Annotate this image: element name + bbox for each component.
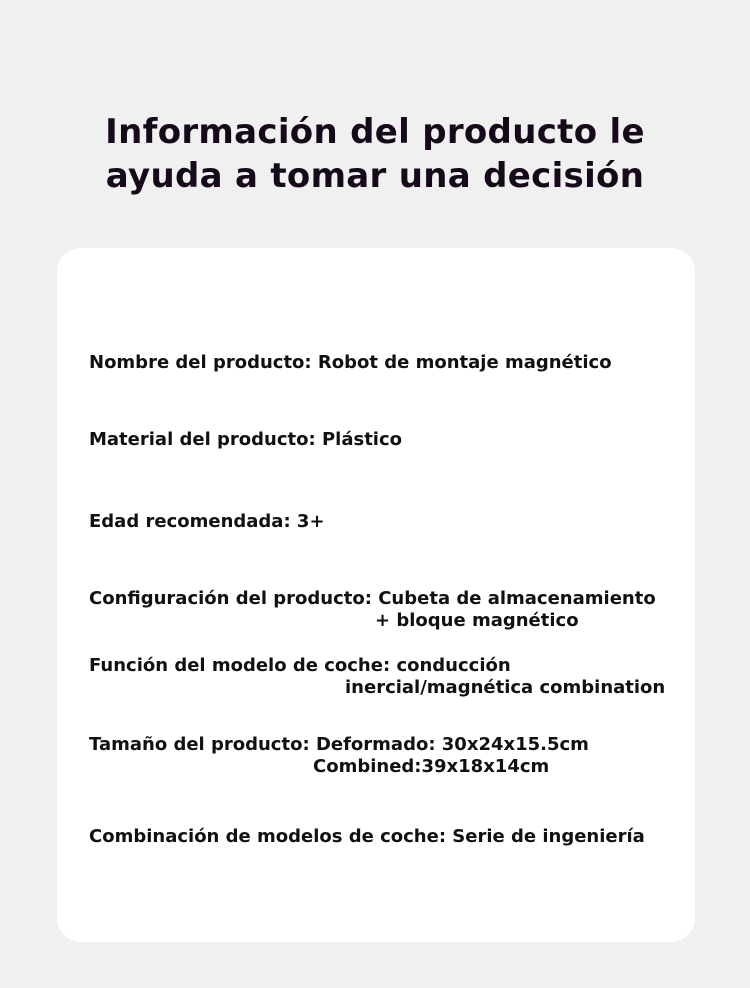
spec-value: Robot de montaje magnético (317, 352, 612, 373)
spec-car-model-combination (89, 826, 645, 848)
spec-value-line-2: Combined:39x18x14cm (313, 756, 550, 777)
spec-value: conducción (396, 655, 511, 676)
spec-product-name (89, 352, 612, 374)
spec-value: Deformado: 30x24x15.5cm (315, 734, 589, 755)
spec-value: Cubeta de almacenamiento (378, 588, 656, 609)
spec-value: 3+ (296, 511, 325, 532)
spec-product-configuration (89, 588, 656, 632)
spec-value-line-2: + bloque magnético (375, 610, 579, 631)
spec-value: Serie de ingeniería (452, 826, 645, 847)
spec-label: Función del modelo de coche: (89, 655, 391, 676)
spec-product-size (89, 734, 589, 778)
page-title (0, 110, 750, 198)
spec-value-line-2: inercial/magnética combination (345, 677, 666, 698)
title-line-2: ayuda a tomar una decisión (105, 156, 645, 196)
spec-label: Edad recomendada: (89, 511, 291, 532)
spec-label: Nombre del producto: (89, 352, 312, 373)
spec-label: Combinación de modelos de coche: (89, 826, 447, 847)
spec-value: Plástico (321, 429, 403, 450)
spec-label: Material del producto: (89, 429, 316, 450)
spec-product-material (89, 429, 402, 451)
title-line-1: Información del producto le (105, 112, 645, 152)
spec-label: Configuración del producto: (89, 588, 372, 609)
spec-car-model-function (89, 655, 665, 699)
spec-label: Tamaño del producto: (89, 734, 310, 755)
spec-recommended-age (89, 511, 325, 533)
